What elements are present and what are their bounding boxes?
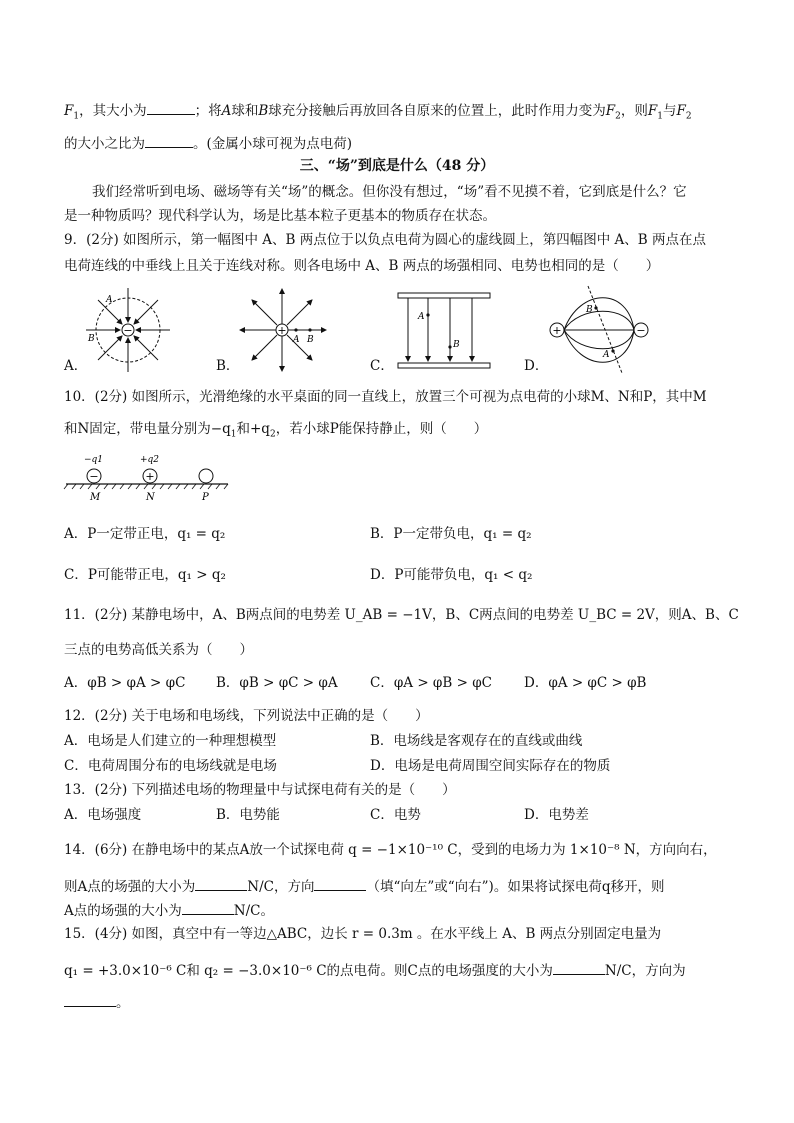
point-a-label: A: [603, 350, 610, 360]
q12-stem: 12．(2分) 关于电场和电场线，下列说法中正确的是（ ）: [64, 708, 429, 724]
q10-text: 和+q: [236, 421, 270, 437]
charge-sign: −: [123, 324, 133, 337]
q9-stem-1: 9．(2分) 如图所示，第一幅图中 A、B 两点位于以负点电荷为圆心的虚线圆上，第四幅图中 A、B 两点在点: [64, 232, 707, 248]
intro-text: 的大小之比为: [64, 136, 145, 152]
figure-c-parallel-plates: [398, 293, 490, 368]
q15-text: 。: [116, 995, 130, 1011]
q13-option-a[interactable]: A．电场强度: [64, 807, 142, 823]
q11-option-b[interactable]: B．φB > φC > φA: [216, 675, 338, 691]
charge-sign: −: [89, 470, 99, 483]
charge-sign: +: [145, 470, 155, 483]
section-paragraph-1: 我们经常听到电场、磁场等有关“场”的概念。但你没有想过，“场”看不见摸不着，它到底是什么？它: [92, 184, 687, 200]
q10-figure: [64, 452, 234, 504]
point-b-label: B: [307, 335, 314, 345]
q2-label: +q2: [140, 455, 160, 465]
point-a-label: A: [106, 295, 113, 305]
q15-stem-2: [64, 960, 686, 980]
q12-option-d[interactable]: D．电场是电荷周围空间实际存在的物质: [370, 758, 611, 774]
q10-option-d[interactable]: D．P可能带负电，q₁ < q₂: [370, 567, 533, 583]
section-paragraph-2: 是一种物质吗？现代科学认为，场是比基本粒子更基本的物质存在状态。: [64, 208, 496, 224]
intro-text: ；将: [194, 103, 222, 119]
q10-option-a[interactable]: A．P一定带正电，q₁ = q₂: [64, 526, 226, 542]
q9-stem-2: 电荷连线的中垂线上且关于连线对称。则各电场中 A、B 两点的场强相同、电势也相同的是（ ）: [64, 258, 660, 274]
answer-blank[interactable]: [195, 876, 247, 891]
q13-option-c[interactable]: C．电势: [370, 807, 421, 823]
answer-blank[interactable]: [553, 960, 605, 975]
q14-stem-3: [64, 900, 274, 920]
q13-option-b[interactable]: B．电势能: [216, 807, 280, 823]
intro-line-2: [64, 133, 352, 153]
intro-line-1: $F_1$，其大小为 ；将A球和B球充分接触后再放回各自原来的位置上，此时作用力变为$F_2$，则$F_1$与$F_2$: [64, 100, 692, 126]
q11-option-d[interactable]: D．φA > φC > φB: [524, 675, 647, 691]
charge-sign: +: [277, 324, 287, 337]
intro-text: 球和: [231, 103, 259, 119]
intro-text: 球充分接触后再放回各自原来的位置上，此时作用力变为: [268, 103, 606, 119]
q1-label: −q1: [84, 455, 104, 465]
section-title: 三、“场”到底是什么（48 分）: [299, 158, 495, 174]
q14-stem-2: [64, 876, 664, 896]
q11-stem-2: 三点的电势高低关系为（ ）: [64, 642, 253, 658]
q12-option-b[interactable]: B．电场线是客观存在的直线或曲线: [370, 733, 583, 749]
point-b-label: B: [586, 305, 593, 315]
q13-option-d[interactable]: D．电势差: [524, 807, 589, 823]
charge-sign: −: [636, 324, 646, 337]
q10-text: 和N固定，带电量分别为−q: [64, 421, 231, 437]
q12-option-a[interactable]: A．电场是人们建立的一种理想模型: [64, 733, 277, 749]
q14-text: 则A点的场强的大小为: [64, 879, 196, 895]
ball-m-label: M: [90, 492, 101, 503]
answer-blank[interactable]: [145, 133, 193, 148]
point-b-label: B: [88, 334, 95, 344]
intro-text: ，则: [620, 103, 648, 119]
q10-stem-2: 和N固定，带电量分别为$-q_1$和$+q_2$，若小球P能保持静止，则（ ）: [64, 421, 488, 440]
q11-option-c[interactable]: C．φA > φB > φC: [370, 675, 492, 691]
intro-text: 与: [663, 103, 677, 119]
q15-stem-3: [64, 992, 130, 1012]
q14-text: N/C。: [233, 903, 274, 919]
q10-option-c[interactable]: C．P可能带正电，q₁ > q₂: [64, 567, 226, 583]
q9-option-c[interactable]: C．: [370, 358, 394, 374]
q10-text: ，若小球P能保持静止，则（ ）: [275, 421, 488, 437]
answer-blank[interactable]: [64, 992, 116, 1007]
q13-stem: 13．(2分) 下列描述电场的物理量中与试探电荷有关的是（ ）: [64, 782, 456, 798]
intro-text: ，其大小为: [79, 103, 147, 119]
figure-d-dipole: [550, 286, 648, 373]
q15-text: N/C，方向为: [604, 963, 686, 979]
q14-text: N/C，方向: [247, 879, 315, 895]
intro-text: 。(金属小球可视为点电荷): [193, 136, 353, 152]
q15-text: q₁ = +3.0×10⁻⁶ C和 q₂ = −3.0×10⁻⁶ C的点电荷。则C点的电场强度的大小为: [64, 963, 553, 979]
point-b-label: B: [453, 340, 460, 350]
ball-n-label: N: [146, 492, 155, 503]
q14-text: （填“向左”或“向右”)。如果将试探电荷q移开，则: [366, 879, 665, 895]
answer-blank[interactable]: [314, 876, 366, 891]
q15-stem-1: 15．(4分) 如图，真空中有一等边△ABC，边长 r = 0.3m 。在水平线上 A、B 两点分别固定电量为: [64, 926, 662, 942]
q9-option-a[interactable]: A．: [64, 358, 88, 374]
q9-option-b[interactable]: B．: [216, 358, 240, 374]
q10-option-b[interactable]: B．P一定带负电，q₁ = q₂: [370, 526, 532, 542]
point-a-label: A: [418, 312, 425, 322]
charge-sign: +: [552, 324, 562, 337]
q14-stem-1: 14．(6分) 在静电场中的某点A放一个试探电荷 q = −1×10⁻¹⁰ C，受到的电场力为 1×10⁻⁸ N，方向向右，: [64, 842, 717, 858]
figure-a-negative-charge: [86, 288, 170, 372]
q9-option-d[interactable]: D．: [524, 358, 549, 374]
figure-b-positive-charge: [240, 289, 326, 371]
q9-figures: [60, 285, 646, 375]
point-a-label: A: [293, 335, 300, 345]
q14-text: A点的场强的大小为: [64, 903, 182, 919]
q11-option-a[interactable]: A．φB > φA > φC: [64, 675, 186, 691]
answer-blank[interactable]: [182, 900, 234, 915]
q10-stem-1: 10．(2分) 如图所示，光滑绝缘的水平桌面的同一直线上，放置三个可视为点电荷的小球M、N和P，其中M: [64, 389, 707, 405]
q11-stem-1: 11．(2分) 某静电场中，A、B两点间的电势差 U_AB = −1V，B、C两点间的电势差 U_BC = 2V，则A、B、C: [64, 607, 739, 623]
ball-p-label: P: [202, 492, 209, 503]
q12-option-c[interactable]: C．电荷周围分布的电场线就是电场: [64, 758, 277, 774]
answer-blank[interactable]: [147, 100, 195, 115]
